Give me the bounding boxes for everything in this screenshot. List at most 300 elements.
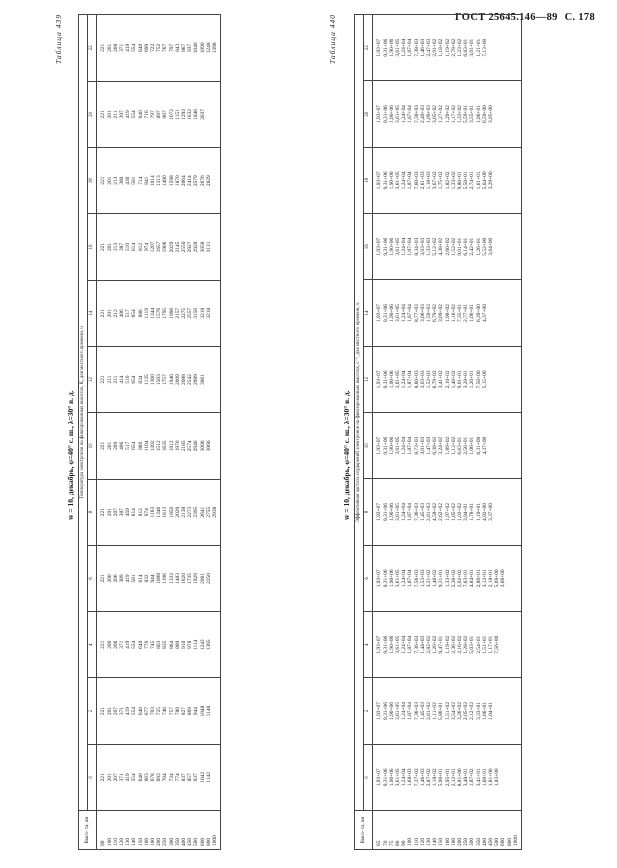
- value-cell: 1,40+02: [451, 346, 457, 412]
- value-cell: 1,19+02: [445, 612, 451, 678]
- value-cell: 1008: [156, 545, 162, 611]
- value-cell: 2,12+01: [451, 744, 457, 810]
- value-cell: 1207: [150, 214, 156, 280]
- value-cell: 1,24+04: [401, 147, 407, 213]
- altitude-cell: 250: [162, 811, 168, 850]
- altitude-cell: 800: [206, 811, 212, 850]
- value-cell: 201: [107, 280, 113, 346]
- value-cell: 9,31+06: [383, 612, 389, 678]
- time-header: 14: [364, 280, 373, 346]
- value-cell: [513, 678, 522, 744]
- value-cell: 1,93+07: [373, 81, 383, 147]
- value-cell: 1,90+06: [389, 612, 395, 678]
- value-cell: 8,73+03: [414, 413, 420, 479]
- value-cell: [513, 744, 522, 810]
- value-cell: 1812: [169, 413, 175, 479]
- value-cell: 1,24+04: [401, 479, 407, 545]
- value-cell: 1,20+01: [469, 346, 475, 412]
- value-cell: 803: [156, 612, 162, 678]
- value-cell: 9,01+01: [457, 346, 463, 412]
- value-cell: 5,80+01: [438, 678, 444, 744]
- value-cell: 9,31+06: [383, 81, 389, 147]
- value-cell: 459: [125, 479, 131, 545]
- value-cell: 678: [150, 744, 156, 810]
- value-cell: 3,09+02: [438, 280, 444, 346]
- value-cell: 937: [193, 744, 199, 810]
- value-cell: 837: [181, 744, 187, 810]
- value-cell: 1,68+03: [407, 744, 413, 810]
- value-cell: 221: [97, 81, 107, 147]
- value-cell: 2250: [206, 545, 212, 611]
- time-header: 8: [364, 479, 373, 545]
- value-cell: 419: [125, 81, 131, 147]
- value-cell: 1,20+02: [432, 612, 438, 678]
- group-header: Эффективная частота соударений электронов на фиксированных высотах, с⁻¹, для местного времени, ч: [355, 15, 364, 811]
- value-cell: 1,90+06: [389, 81, 395, 147]
- value-cell: 978: [187, 612, 193, 678]
- table-head: [355, 15, 373, 850]
- time-header: 0: [364, 744, 373, 810]
- value-cell: 2,62+02: [438, 479, 444, 545]
- value-cell: 8,77+03: [414, 280, 420, 346]
- value-cell: [513, 545, 522, 611]
- value-cell: 752: [156, 15, 162, 82]
- value-cell: 1,87+04: [407, 147, 413, 213]
- table-label: Таблица 439: [54, 14, 63, 64]
- value-cell: 774: [175, 744, 181, 810]
- value-cell: 1,12+02: [451, 413, 457, 479]
- value-cell: 2,47+03: [426, 15, 432, 81]
- value-cell: 517: [125, 280, 131, 346]
- value-cell: 221: [97, 413, 107, 479]
- value-cell: 2,54+01: [476, 612, 482, 678]
- value-cell: 3006: [200, 413, 206, 479]
- value-cell: 1483: [175, 545, 181, 611]
- value-cell: 725: [156, 678, 162, 744]
- value-cell: 1,90+06: [389, 479, 395, 545]
- value-cell: 7,63+01: [463, 545, 469, 611]
- value-cell: 206: [113, 545, 119, 611]
- value-cell: 1,93+07: [373, 744, 383, 810]
- value-cell: 9,80+01: [457, 147, 463, 213]
- altitude-cell: 180: [451, 811, 457, 850]
- value-cell: 1346: [156, 479, 162, 545]
- value-cell: 7,36+03: [414, 678, 420, 744]
- value-cell: 1850: [169, 479, 175, 545]
- altitude-cell: 160: [144, 811, 150, 850]
- value-cell: 640: [138, 15, 144, 82]
- value-cell: 1,53+03: [420, 545, 426, 611]
- value-cell: 2064: [181, 148, 187, 214]
- value-cell: 221: [97, 346, 107, 412]
- value-cell: 1,52+02: [451, 214, 457, 280]
- time-header: 12: [364, 346, 373, 412]
- value-cell: 9,31+06: [383, 413, 389, 479]
- value-cell: 510: [125, 346, 131, 412]
- value-cell: 2,91+02: [432, 15, 438, 81]
- value-cell: 4,92+00: [482, 479, 488, 545]
- value-cell: 2,87+02: [426, 744, 432, 810]
- value-cell: 1,24+04: [401, 280, 407, 346]
- value-cell: 1,87+04: [407, 612, 413, 678]
- value-cell: 654: [131, 346, 137, 412]
- value-cell: 221: [97, 479, 107, 545]
- value-cell: 857: [187, 744, 193, 810]
- value-cell: 1,46+03: [420, 744, 426, 810]
- value-cell: 2928: [193, 214, 199, 280]
- value-cell: 2273: [187, 479, 193, 545]
- value-cell: 3058: [200, 214, 206, 280]
- value-cell: 3218: [200, 280, 206, 346]
- value-cell: 1302: [150, 413, 156, 479]
- value-cell: 974: [144, 214, 150, 280]
- value-cell: 397: [119, 81, 125, 147]
- value-cell: 2,05+02: [463, 678, 469, 744]
- value-cell: 1,87+04: [407, 280, 413, 346]
- value-cell: 7,56+03: [414, 545, 420, 611]
- value-cell: 2579: [193, 148, 199, 214]
- value-cell: 1,33+02: [457, 81, 463, 147]
- value-cell: 1398: [212, 15, 221, 82]
- value-cell: 1,93+07: [373, 15, 383, 81]
- value-cell: 1,17+02: [451, 81, 457, 147]
- value-cell: 1,87+04: [407, 15, 413, 81]
- time-header: 18: [88, 148, 97, 214]
- value-cell: 1632: [187, 81, 193, 147]
- value-cell: 3,61+05: [395, 545, 401, 611]
- table-row: [97, 15, 107, 850]
- value-cell: 7,13+00: [482, 15, 488, 81]
- value-cell: 9,31+06: [383, 545, 389, 611]
- value-cell: 1014: [150, 148, 156, 214]
- time-header: 22: [88, 15, 97, 82]
- value-cell: 3,03+03: [420, 214, 426, 280]
- value-cell: 5,15+00: [482, 346, 488, 412]
- value-cell: 2,81+02: [426, 678, 432, 744]
- altitude-cell: 140: [131, 811, 137, 850]
- value-cell: 6,79+02: [432, 280, 438, 346]
- value-cell: 2,49+03: [420, 81, 426, 147]
- value-cell: 201: [107, 744, 113, 810]
- value-cell: 1344: [150, 280, 156, 346]
- value-cell: 1,46+02: [432, 545, 438, 611]
- value-cell: 1,93+07: [373, 612, 383, 678]
- value-cell: 1970: [175, 413, 181, 479]
- value-cell: 3,12+01: [482, 545, 488, 611]
- value-cell: 699: [144, 15, 150, 82]
- value-cell: 716: [144, 81, 150, 147]
- value-cell: 1,90+06: [389, 413, 395, 479]
- value-cell: 6,14+01: [463, 214, 469, 280]
- value-cell: 3,64+00: [488, 214, 494, 280]
- value-cell: 207: [113, 744, 119, 810]
- value-cell: 812: [138, 479, 144, 545]
- value-cell: 1,97+02: [445, 479, 451, 545]
- value-cell: 1,16+02: [451, 280, 457, 346]
- value-cell: 221: [97, 545, 107, 611]
- value-cell: 2641: [200, 479, 206, 545]
- altitude-header: Высо- та, км: [79, 811, 97, 850]
- value-cell: 834: [138, 346, 144, 412]
- value-cell: 2,42+01: [469, 214, 475, 280]
- altitude-cell: 800: [507, 811, 513, 850]
- table-caption: w̄ = 10, декабрь, φ=40° с. ш., λ=30° в. д.: [66, 390, 75, 520]
- value-cell: 1114: [193, 612, 199, 678]
- value-cell: 213: [113, 148, 119, 214]
- altitude-cell: 130: [125, 811, 131, 850]
- value-cell: [513, 280, 522, 346]
- value-cell: 3,61+05: [395, 479, 401, 545]
- value-cell: 3150: [193, 280, 199, 346]
- value-cell: 3,61+05: [395, 15, 401, 81]
- value-cell: 835: [162, 612, 168, 678]
- time-header-row: [364, 15, 373, 850]
- value-cell: 1,93+07: [373, 413, 383, 479]
- altitude-cell: 130: [426, 811, 432, 850]
- value-cell: 200: [107, 545, 113, 611]
- time-header: 0: [88, 744, 97, 810]
- value-cell: 1,24+04: [401, 15, 407, 81]
- value-cell: 4,38+02: [438, 214, 444, 280]
- value-cell: 967: [162, 81, 168, 147]
- value-cell: 4,58+02: [432, 479, 438, 545]
- value-cell: [513, 214, 522, 280]
- value-cell: 1829: [193, 545, 199, 611]
- value-cell: 2185: [181, 413, 187, 479]
- value-cell: 860: [138, 413, 144, 479]
- value-cell: 8,81+00: [457, 744, 463, 810]
- value-cell: 1,90+06: [389, 678, 395, 744]
- value-cell: 1313: [156, 148, 162, 214]
- value-cell: 6,83+01: [463, 15, 469, 81]
- altitude-cell: 75: [389, 811, 395, 850]
- time-header: 2: [88, 678, 97, 744]
- value-cell: 6,63+01: [457, 413, 463, 479]
- altitude-cell: 80: [395, 811, 401, 850]
- value-cell: 1,19+02: [445, 15, 451, 81]
- value-cell: [212, 148, 221, 214]
- value-cell: 1151: [175, 81, 181, 147]
- altitude-cell: 500: [193, 811, 199, 850]
- value-cell: 371: [119, 678, 125, 744]
- time-header: 12: [88, 346, 97, 412]
- value-cell: 1,06+01: [469, 280, 475, 346]
- value-cell: 832: [144, 545, 150, 611]
- value-cell: 1104: [144, 413, 150, 479]
- time-header: 4: [364, 612, 373, 678]
- value-cell: 554: [131, 612, 137, 678]
- data-table: [354, 14, 522, 850]
- value-cell: 1,90+01: [476, 81, 482, 147]
- value-cell: 1,52+03: [426, 346, 432, 412]
- value-cell: 3,94+01: [463, 479, 469, 545]
- value-cell: 2009: [175, 346, 181, 412]
- value-cell: 3,05+02: [432, 81, 438, 147]
- value-cell: 406: [119, 280, 125, 346]
- value-cell: 614: [131, 214, 137, 280]
- value-cell: 3131: [206, 214, 212, 280]
- value-cell: 5,03+01: [469, 612, 475, 678]
- value-cell: 1,27+02: [438, 81, 444, 147]
- value-cell: 3066: [206, 413, 212, 479]
- value-cell: 1,90+06: [389, 280, 395, 346]
- value-cell: 9,31+01: [438, 545, 444, 611]
- value-cell: 864: [169, 612, 175, 678]
- value-cell: 1,93+07: [373, 214, 383, 280]
- value-cell: 1,87+04: [407, 678, 413, 744]
- value-cell: 3,21+02: [426, 545, 432, 611]
- value-cell: 2395: [193, 479, 199, 545]
- value-cell: 9,31+06: [383, 15, 389, 81]
- value-cell: 704: [162, 744, 168, 810]
- value-cell: 1,47+03: [426, 413, 432, 479]
- value-cell: 1,04+01: [488, 678, 494, 744]
- value-cell: 1142: [206, 744, 212, 810]
- value-cell: 2414: [187, 148, 193, 214]
- value-cell: 3,06+03: [420, 280, 426, 346]
- altitude-cell: 100: [407, 811, 413, 850]
- value-cell: 419: [125, 678, 131, 744]
- value-cell: 1365: [206, 612, 212, 678]
- value-cell: 1657: [156, 214, 162, 280]
- value-cell: 1613: [162, 479, 168, 545]
- time-header: 14: [88, 280, 97, 346]
- value-cell: 419: [125, 744, 131, 810]
- value-cell: 2,81+03: [426, 479, 432, 545]
- time-header-row: [88, 15, 97, 850]
- time-header: 22: [364, 15, 373, 81]
- value-cell: 746: [162, 678, 168, 744]
- value-cell: 1,24+04: [401, 413, 407, 479]
- value-cell: 581: [131, 148, 137, 214]
- value-cell: 2029: [169, 214, 175, 280]
- time-header: 18: [364, 147, 373, 213]
- value-cell: 5,50+01: [463, 147, 469, 213]
- value-cell: 3,03+03: [420, 346, 426, 412]
- value-cell: 1,24+04: [401, 346, 407, 412]
- value-cell: 640: [138, 612, 144, 678]
- value-cell: 3,61+05: [395, 81, 401, 147]
- table-label: Таблица 440: [328, 14, 337, 64]
- value-cell: 1293: [181, 81, 187, 147]
- value-cell: 221: [97, 744, 107, 810]
- value-cell: 3,26+02: [457, 678, 463, 744]
- table-row: [212, 15, 221, 850]
- value-cell: 2755: [206, 479, 212, 545]
- altitude-cell: 200: [457, 811, 463, 850]
- value-cell: 1,87+04: [407, 479, 413, 545]
- value-cell: [212, 678, 221, 744]
- value-cell: 1090: [200, 15, 206, 82]
- value-cell: 1,33+02: [445, 545, 451, 611]
- value-cell: 201: [107, 148, 113, 214]
- value-cell: 1,33+02: [451, 147, 457, 213]
- value-cell: 614: [138, 545, 144, 611]
- value-cell: 9,31+06: [383, 479, 389, 545]
- value-cell: 1,21+01: [476, 15, 482, 81]
- value-cell: 789: [175, 678, 181, 744]
- value-cell: 3,54+02: [451, 678, 457, 744]
- value-cell: 8,34+03: [414, 214, 420, 280]
- value-cell: 1,93+07: [373, 280, 383, 346]
- value-cell: 1,87+04: [407, 413, 413, 479]
- value-cell: 3,61+05: [395, 346, 401, 412]
- value-cell: 1,45+03: [420, 479, 426, 545]
- value-cell: 5,69+00: [494, 545, 500, 611]
- value-cell: 7,36+03: [414, 612, 420, 678]
- value-cell: 2,56+01: [463, 413, 469, 479]
- value-cell: 3061: [200, 346, 206, 412]
- value-cell: 1946: [169, 346, 175, 412]
- value-cell: 2,80+01: [476, 545, 482, 611]
- value-cell: 1,17+01: [488, 612, 494, 678]
- value-cell: 1072: [169, 81, 175, 147]
- value-cell: 745: [150, 612, 156, 678]
- value-cell: 3,24+02: [438, 413, 444, 479]
- value-cell: 554: [131, 81, 137, 147]
- value-cell: 221: [97, 612, 107, 678]
- value-cell: [212, 413, 221, 479]
- value-cell: 3,61+05: [395, 612, 401, 678]
- value-cell: 7,56+00: [494, 612, 500, 678]
- altitude-cell: 150: [138, 811, 144, 850]
- altitude-cell: 400: [482, 811, 488, 850]
- value-cell: 3,55+01: [469, 81, 475, 147]
- value-cell: 1,93+07: [373, 479, 383, 545]
- value-cell: 640: [138, 81, 144, 147]
- value-cell: 1,87+04: [407, 346, 413, 412]
- value-cell: 2989: [193, 346, 199, 412]
- value-cell: 554: [131, 744, 137, 810]
- value-cell: 211: [113, 81, 119, 147]
- altitude-cell: 450: [488, 811, 494, 850]
- value-cell: 1,26+01: [476, 214, 482, 280]
- value-cell: 554: [131, 15, 137, 82]
- value-cell: [513, 413, 522, 479]
- value-cell: 221: [97, 148, 107, 214]
- value-cell: 207: [113, 678, 119, 744]
- altitude-header: Высо- та, км: [355, 811, 373, 850]
- value-cell: 812: [138, 214, 144, 280]
- value-cell: 974: [144, 479, 150, 545]
- value-cell: 1598: [169, 148, 175, 214]
- table-body: [97, 15, 221, 850]
- value-cell: 1576: [156, 280, 162, 346]
- value-cell: 2542: [187, 346, 193, 412]
- value-cell: 1,90+06: [389, 147, 395, 213]
- value-cell: 3,61+05: [395, 214, 401, 280]
- value-cell: 414: [119, 346, 125, 412]
- value-cell: 1135: [144, 346, 150, 412]
- table-row: [513, 15, 522, 850]
- value-cell: 213: [113, 214, 119, 280]
- value-cell: 201: [107, 214, 113, 280]
- altitude-cell: 120: [420, 811, 426, 850]
- value-cell: 430: [125, 148, 131, 214]
- value-cell: 1,87+04: [407, 214, 413, 280]
- value-cell: 221: [97, 214, 107, 280]
- value-cell: 2,36+02: [451, 545, 457, 611]
- time-header: 20: [88, 81, 97, 147]
- value-cell: 1,98+02: [445, 280, 451, 346]
- value-cell: 703: [150, 678, 156, 744]
- value-cell: 1,24+04: [401, 545, 407, 611]
- value-cell: 1635: [162, 413, 168, 479]
- altitude-cell: 100: [107, 811, 113, 850]
- value-cell: 1,33+03: [426, 214, 432, 280]
- value-cell: 371: [119, 744, 125, 810]
- value-cell: [513, 147, 522, 213]
